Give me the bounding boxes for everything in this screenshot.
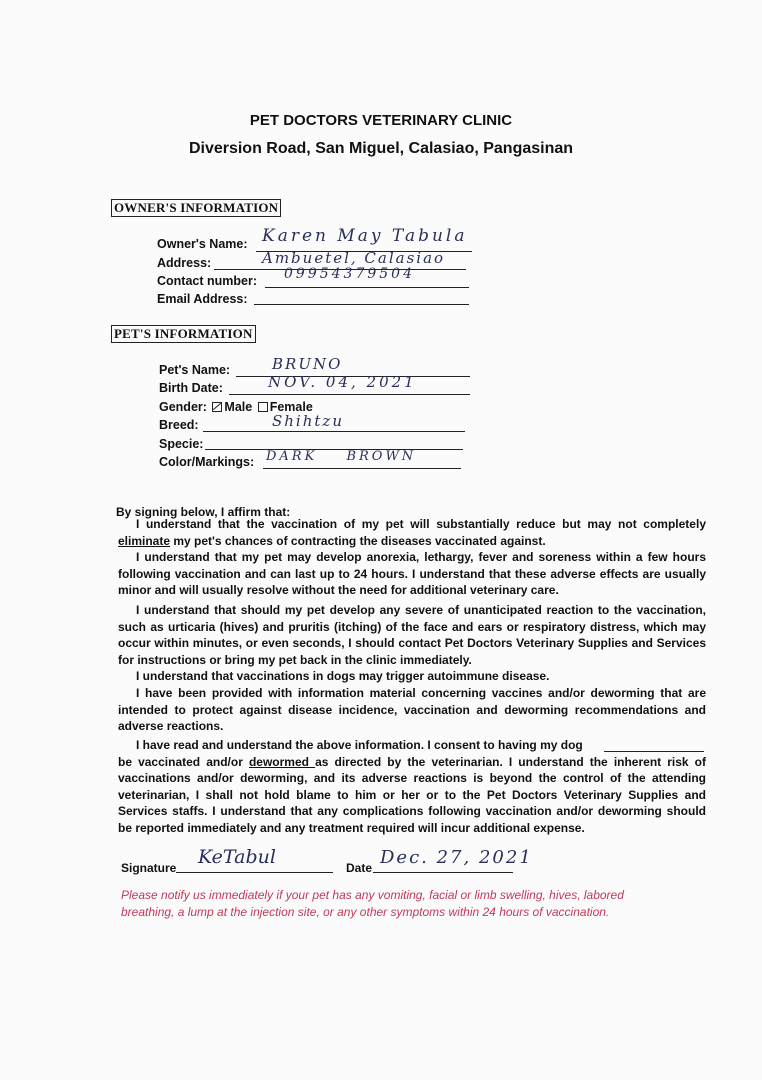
birth-date-line[interactable]	[229, 394, 470, 395]
dewormed-underlined: dewormed	[248, 754, 316, 769]
consent-paragraph-6: I have read and understand the above information. I consent to having my dog be vaccinated and/or dewormed as directed by the veterinarian. I understand the inherent risk of vaccinations and/or deworming, and its adverse reactions is beyond the control of the attending veterinarian, I shall not hold blame to him or her or to the Pet Doctors Veterinary Supplies and Services staffs. I understand that any complications following vaccination and/or deworming should be reported immediately and any treatment required will incur additional expense.	[118, 738, 706, 835]
gender-label: Gender:	[159, 400, 207, 414]
contact-label: Contact number:	[157, 274, 257, 288]
consent-intro: By signing below, I affirm that:	[116, 505, 291, 519]
signature-line[interactable]	[176, 872, 333, 873]
email-line[interactable]	[254, 304, 469, 305]
pet-section-title: PET'S INFORMATION	[111, 325, 256, 343]
color-markings-label: Color/Markings:	[159, 455, 255, 469]
breed-line[interactable]	[203, 431, 465, 432]
address-label: Address:	[157, 256, 212, 270]
signature-value: KeTabul	[198, 846, 276, 868]
owner-name-label: Owner's Name:	[157, 237, 248, 251]
consent-paragraph-4: I understand that vaccinations in dogs may trigger autoimmune disease.	[136, 669, 550, 683]
breed-value: Shihtzu	[272, 412, 344, 430]
male-checkbox[interactable]	[212, 402, 222, 412]
gender-male-label: Male	[224, 400, 253, 414]
contact-value: 09954379504	[284, 266, 415, 282]
female-checkbox[interactable]	[258, 402, 268, 412]
specie-label: Specie:	[159, 437, 204, 451]
address-value: Ambuetel, Calasiao	[262, 249, 446, 267]
contact-line[interactable]	[265, 287, 469, 288]
dog-name-line[interactable]	[604, 751, 704, 752]
color-markings-value: DARK BROWN	[266, 449, 417, 464]
clinic-name: PET DOCTORS VETERINARY CLINIC	[249, 112, 513, 129]
date-value: Dec. 27, 2021	[380, 847, 533, 868]
owner-section-title: OWNER'S INFORMATION	[111, 199, 281, 217]
owner-name-value: Karen May Tabula	[262, 226, 468, 246]
consent-paragraph-1: I understand that the vaccination of my pet will substantially reduce but may not completely eliminate my pet's chances of contracting the diseases vaccinated against.	[118, 517, 706, 548]
email-label: Email Address:	[157, 292, 248, 306]
pet-name-label: Pet's Name:	[159, 363, 231, 377]
pet-name-value: BRUNO	[272, 355, 343, 373]
color-markings-line[interactable]	[263, 468, 461, 469]
date-line[interactable]	[373, 872, 513, 873]
clinic-address: Diversion Road, San Miguel, Calasiao, Pangasinan	[188, 140, 574, 157]
breed-label: Breed:	[159, 418, 199, 432]
vaccination-notice: Please notify us immediately if your pet has any vomiting, facial or limb swelling, hives, labored breathing, a lump at the injection site, or any other symptoms within 24 hours of vaccination.	[121, 888, 624, 919]
date-label: Date	[346, 861, 373, 875]
consent-paragraph-3: I understand that should my pet develop any severe of unanticipated reaction to the vaccination, such as urticaria (hives) and pruritis (itching) of the face and ears or respiratory distress, which may occur within minutes, or even seconds, I should contact Pet Doctors Veterinary Supplies and Services for instructions or bring my pet back in the clinic immediately.	[118, 603, 706, 667]
consent-paragraph-5: I have been provided with information material concerning vaccines and/or deworming that are intended to protect against disease incidence, vaccination and deworming recommendations and adverse reactions.	[118, 686, 706, 733]
consent-paragraph-2: I understand that my pet may develop anorexia, lethargy, fever and soreness within a few hours following vaccination and can last up to 24 hours. I understand that these adverse effects are usually minor and will usually resolve without the need for additional veterinary care.	[118, 550, 706, 597]
gender-female-label: Female	[269, 400, 313, 414]
signature-label: Signature	[121, 861, 177, 875]
birth-date-label: Birth Date:	[159, 381, 223, 395]
eliminate-underlined: eliminate	[118, 533, 171, 548]
birth-date-value: NOV. 04, 2021	[268, 373, 417, 391]
